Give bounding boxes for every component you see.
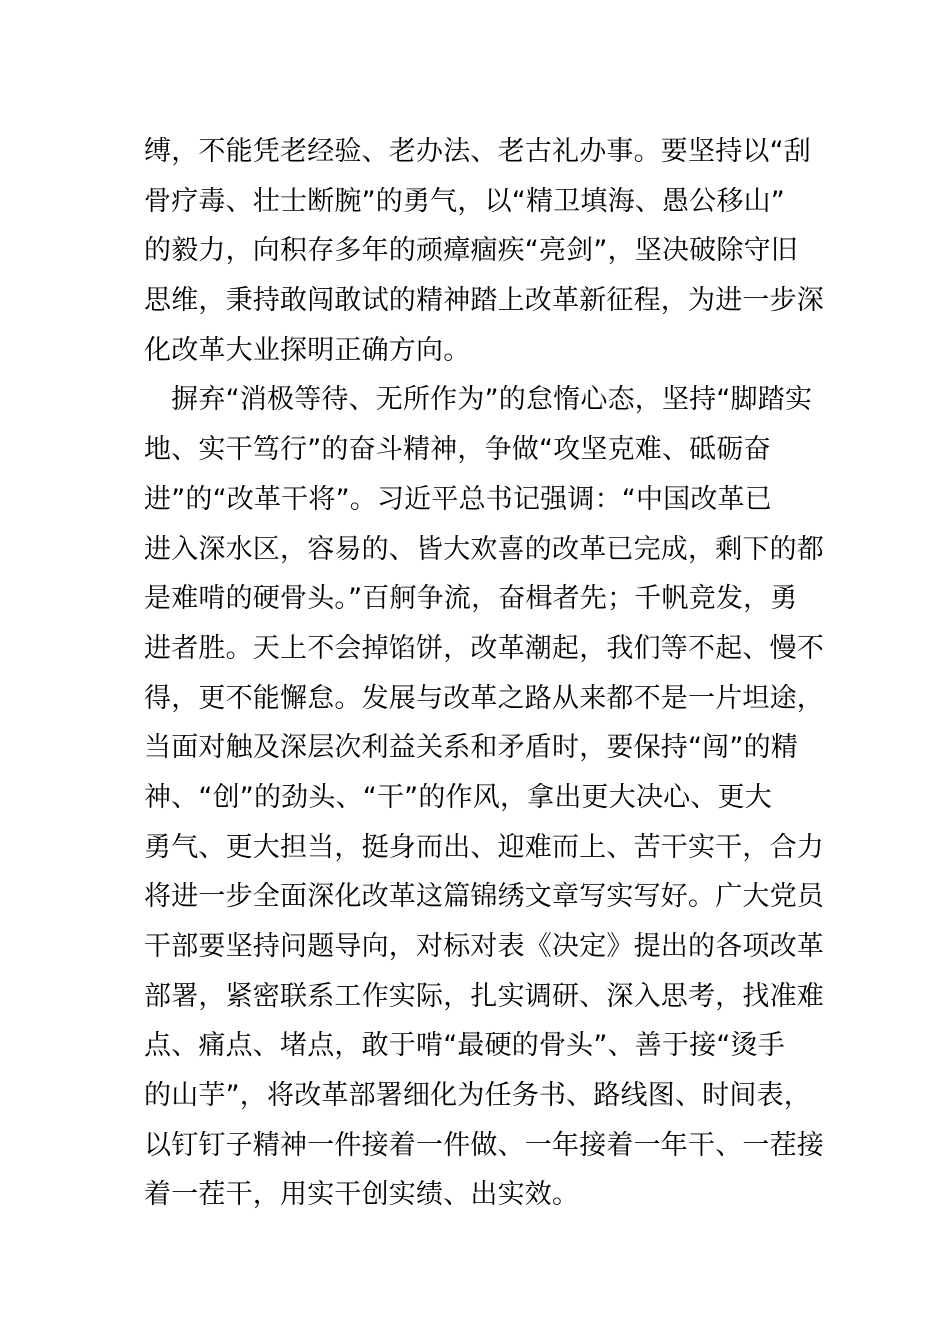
- text-line: 以钉钉子精神一件接着一件做、一年接着一年干、一茬接: [144, 1129, 824, 1161]
- paragraph-1: [144, 127, 824, 375]
- text-line: 地、实干笃行”的奋斗精神，争做“攻坚克难、砥砺奋: [144, 434, 771, 466]
- text-line: 神、“创”的劲头、“干”的作风，拿出更大决心、更大: [144, 781, 772, 813]
- text-line: 进入深水区，容易的、皆大欢喜的改革已完成，剩下的都: [144, 533, 824, 565]
- text-line: 部署，紧密联系工作实际，扎实调研、深入思考，找准难: [144, 980, 824, 1012]
- text-line: 骨疗毒、壮士断腕”的勇气，以“精卫填海、愚公移山”: [144, 185, 785, 217]
- text-line: 干部要坚持问题导向，对标对表《决定》提出的各项改革: [144, 931, 824, 962]
- paragraph-2: [144, 375, 824, 1220]
- text-line: 点、痛点、堵点，敢于啃“最硬的骨头”、善于接“烫手: [144, 1030, 785, 1062]
- text-line: 得，更不能懈怠。发展与改革之路从来都不是一片坦途，: [144, 682, 824, 714]
- text-line: 思维，秉持敢闯敢试的精神踏上改革新征程，为进一步深: [144, 285, 824, 317]
- text-line: 缚，不能凭老经验、老办法、老古礼办事。要坚持以“刮: [144, 136, 811, 167]
- text-line: 化改革大业探明正确方向。: [144, 334, 471, 366]
- text-line: 勇气、更大担当，挺身而出、迎难而上、苦干实干，合力: [144, 831, 824, 863]
- text-line: 的毅力，向积存多年的顽瘴痼疾“亮剑”，坚决破除守旧: [144, 235, 798, 267]
- text-line: 的山芋”，将改革部署细化为任务书、路线图、时间表，: [144, 1080, 811, 1112]
- text-line: 摒弃“消极等待、无所作为”的怠惰心态，坚持“脚踏实: [144, 384, 813, 416]
- text-line: 当面对触及深层次利益关系和矛盾时，要保持“闯”的精: [144, 732, 798, 764]
- text-line: 是难啃的硬骨头。”百舸争流，奋楫者先；千帆竞发，勇: [144, 583, 798, 615]
- text-line: 进者胜。天上不会掉馅饼，改革潮起，我们等不起、慢不: [144, 632, 824, 664]
- body-text: [144, 127, 824, 1220]
- text-line: 着一茬干，用实干创实绩、出实效。: [144, 1179, 580, 1211]
- text-line: 进”的“改革干将”。习近平总书记强调：“中国改革已: [144, 483, 772, 515]
- text-line: 将进一步全面深化改革这篇锦绣文章写实写好。广大党员: [144, 881, 824, 913]
